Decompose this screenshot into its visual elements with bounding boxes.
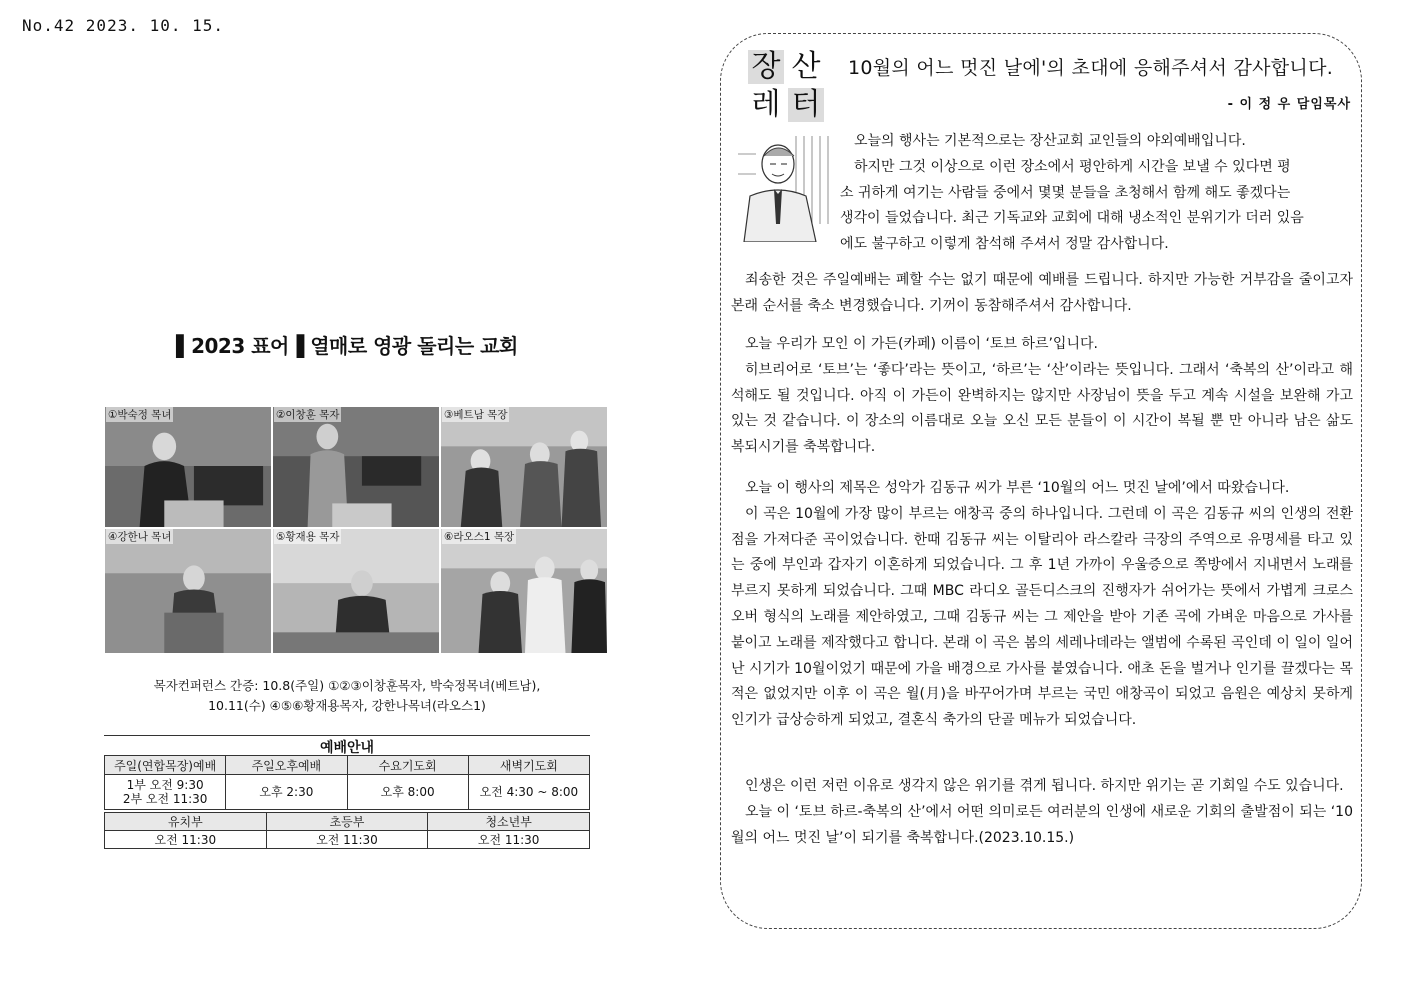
elementary-time: 오전 11:30 (266, 831, 428, 849)
photo-5-caption: ⑤황재용 목자 (276, 531, 340, 543)
photo-1-caption: ①박숙정 목녀 (108, 409, 172, 421)
photo-6 (440, 528, 608, 654)
paragraph-4-intro: 오늘 이 행사의 제목은 성악가 김동규 씨가 부른 ‘10월의 어느 멋진 날에’에서 따왔습니다. (745, 480, 1290, 496)
photo-caption-line-2: 10.11(수) ④⑤⑥황재용목자, 강한나목녀(라오스1) (208, 698, 486, 713)
photo-2-caption: ②이창훈 목자 (276, 409, 340, 421)
afternoon-service-time: 오후 2:30 (226, 775, 347, 810)
photo-3-caption: ③베트남 목장 (444, 409, 508, 421)
intro-line-3: 소 귀하게 여기는 사람들 중에서 몇몇 분들을 초청해서 함께 해도 좋겠다는 (840, 184, 1291, 201)
paragraph-3-body: 히브리어로 ‘토브’는 ‘좋다’라는 뜻이고, ‘하르’는 ‘산’이라는 뜻입니다. 그래서 ‘축복의 산’이라고 해석해도 될 것입니다. 아직 이 가든이 완벽하지는 않지만 사장님이 뜻을 두고 계속 시설을 보완해 가고 있는 것 같습니다. 이 장소의 이름대로 오늘 오신 모든 분들이 이 시간이 복될 뿐 만 아니라 남은 삶도 복되시기를 축복합니다. (731, 361, 1353, 456)
pastor-portrait (736, 134, 830, 242)
dawn-prayer-time: 오전 4:30 ~ 8:00 (468, 775, 589, 810)
youth-time: 오전 11:30 (428, 831, 590, 849)
header-dawn-prayer: 새벽기도회 (468, 756, 589, 775)
photo-3 (440, 406, 608, 528)
paragraph-3-intro: 오늘 우리가 모인 이 가든(카페) 이름이 ‘토브 하르’입니다. (745, 336, 1098, 352)
issue-number: No.42 2023. 10. 15. (22, 16, 225, 35)
photo-5 (272, 528, 440, 654)
paragraph-5-body: 오늘 이 ‘토브 하르-축복의 산’에서 어떤 의미로든 여러분의 인생에 새로운 기회의 출발점이 되는 ‘10월의 어느 멋진 날’이 되기를 축복합니다.(2023.10.15.) (731, 803, 1353, 846)
intro-line-5: 에도 불구하고 이렇게 참석해 주셔서 정말 감사합니다. (840, 236, 1169, 253)
intro-line-2: 하지만 그것 이상으로 이런 장소에서 평안하게 시간을 보낼 수 있다면 평 (854, 158, 1291, 175)
photo-4-image (105, 529, 271, 653)
intro-line-4: 생각이 들었습니다. 최근 기독교와 교회에 대해 냉소적인 분위기가 더러 있음 (840, 210, 1304, 227)
letter-stamp (748, 50, 828, 124)
stamp-char-4: 터 (788, 88, 824, 122)
letter-paragraph-2: 죄송한 것은 주일예배는 폐할 수는 없기 때문에 예배를 드립니다. 하지만 가능한 거부감을 줄이고자 본래 순서를 축소 변경했습니다. 기꺼이 동참해주셔서 감사합니다. (731, 272, 1353, 314)
header-wednesday-prayer: 수요기도회 (347, 756, 468, 775)
header-kindergarten: 유치부 (105, 813, 267, 831)
photo-6-caption: ⑥라오스1 목장 (444, 531, 515, 543)
letter-intro (840, 129, 1353, 258)
photo-caption (104, 676, 590, 716)
photo-4-caption: ④강한나 목녀 (108, 531, 172, 543)
photo-caption-line-1: 목자컨퍼런스 간증: 10.8(주일) ①②③이창훈목자, 박숙정목녀(베트남), (153, 678, 541, 693)
kindergarten-time: 오전 11:30 (105, 831, 267, 849)
sunday-second-service: 2부 오전 11:30 (122, 792, 208, 806)
annual-motto: ▌2023 표어▐ 열매로 영광 돌리는 교회 (176, 334, 518, 358)
sunday-first-service: 1부 오전 9:30 (126, 778, 204, 792)
header-youth: 청소년부 (428, 813, 590, 831)
paragraph-4-body: 이 곡은 10월에 가장 많이 부르는 애창곡 중의 하나입니다. 그런데 이 곡은 김동규 씨의 인생의 전환점을 가져다준 곡이었습니다. 한때 김동규 씨는 이탈리아 라스칼라 극장의 주역으로 유명세를 타고 있는 중에 부인과 갑자기 이혼하게 되었습니다. 그 후 1년 가까이 우울증으로 쪽방에서 지내면서 노래를 부르지 못하게 되었습니다. 그때 MBC 라디오 골든디스크의 진행자가 쉬어가는 뜻에서 가볍게 크로스오버 형식의 노래를 제안하였고, 그때 김동규 씨는 그 제안을 받아 기존 곡에 가벼운 마음으로 가사를 붙이고 노래를 제작했다고 합니다. 본래 이 곡은 봄의 세레나데라는 앨범에 수록된 곡인데 이 일이 일어난 시기가 10월이었기 때문에 가을 배경으로 가사를 붙였습니다. 애초 돈을 벌거나 인기를 끌겠다는 목적은 없었지만 이후 이 곡은 월(月)을 바꾸어가며 부르는 국민 애창곡이 되었고 음원은 예상치 못하게 인기가 급상승하게 되었고, 결혼식 축가의 단골 메뉴가 되었습니다. (731, 505, 1353, 729)
worship-table (104, 755, 590, 810)
stamp-char-3: 레 (751, 87, 781, 122)
letter-author: - 이 정 우 담임목사 (1227, 97, 1351, 112)
wednesday-prayer-time: 오후 8:00 (347, 775, 468, 810)
letter-paragraph-5 (731, 774, 1353, 851)
stamp-char-1: 장 (748, 50, 784, 84)
sunday-service-times (105, 775, 226, 810)
letter-paragraph-4 (731, 476, 1353, 734)
photo-1-image (105, 407, 271, 527)
photo-2 (272, 406, 440, 528)
header-sunday-service: 주일(연합목장)예배 (105, 756, 226, 775)
photo-grid (104, 406, 608, 654)
photo-5-image (273, 529, 439, 653)
header-afternoon-service: 주일오후예배 (226, 756, 347, 775)
worship-title: 예배안내 (104, 735, 590, 755)
paragraph-5-intro: 인생은 이런 저런 이유로 생각지 않은 위기를 겪게 됩니다. 하지만 위기는 곧 기회일 수도 있습니다. (745, 778, 1344, 794)
photo-2-image (273, 407, 439, 527)
photo-1 (104, 406, 272, 528)
letter-paragraph-3 (731, 332, 1353, 461)
photo-4 (104, 528, 272, 654)
photo-3-image (441, 407, 607, 527)
intro-line-1: 오늘의 행사는 기본적으로는 장산교회 교인들의 야외예배입니다. (854, 133, 1246, 149)
letter-title: 10월의 어느 멋진 날에'의 초대에 응해주셔서 감사합니다. (848, 57, 1334, 79)
stamp-char-2: 산 (791, 49, 821, 84)
worship-schedule (104, 735, 590, 849)
photo-6-image (441, 529, 607, 653)
header-elementary: 초등부 (266, 813, 428, 831)
department-table (104, 812, 590, 849)
